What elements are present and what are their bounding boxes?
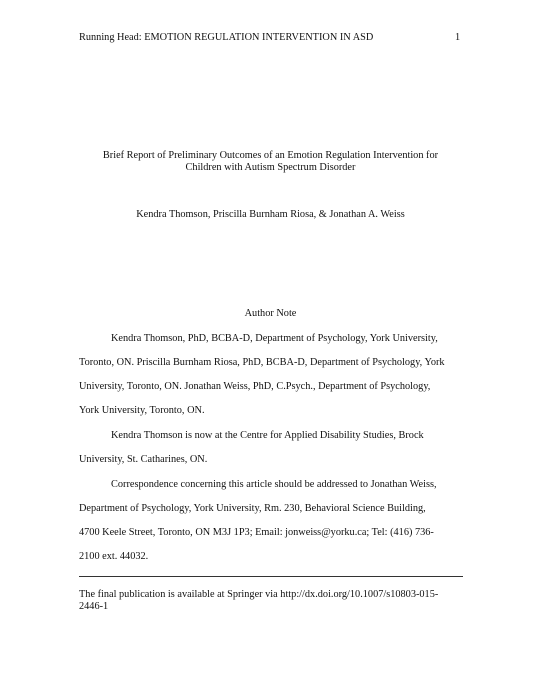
footnote-line-1: The final publication is available at Springer via http://dx.doi.org/10.1007/s10803-015- xyxy=(79,589,439,600)
title-line-2: Children with Autism Spectrum Disorder xyxy=(185,162,356,173)
author-note-line: Correspondence concerning this article should be addressed to Jonathan Weiss, xyxy=(111,479,437,490)
footnote-divider xyxy=(79,576,463,577)
footnote xyxy=(79,589,463,613)
page-number: 1 xyxy=(455,32,461,43)
author-note-line: Kendra Thomson is now at the Centre for Applied Disability Studies, Brock xyxy=(111,430,424,441)
author-note-line: Department of Psychology, York University, Rm. 230, Behavioral Science Building, xyxy=(79,503,426,514)
author-note-line: University, Toronto, ON. Jonathan Weiss, PhD, C.Psych., Department of Psychology, xyxy=(79,381,431,392)
paper-title xyxy=(80,150,461,174)
author-note-line: University, St. Catharines, ON. xyxy=(79,454,208,465)
running-head: Running Head: EMOTION REGULATION INTERVENTION IN ASD xyxy=(79,32,374,43)
author-note-line: 2100 ext. 44032. xyxy=(79,551,149,562)
author-list: Kendra Thomson, Priscilla Burnham Riosa, & Jonathan A. Weiss xyxy=(136,209,405,220)
author-note-line: Kendra Thomson, PhD, BCBA-D, Department of Psychology, York University, xyxy=(111,333,438,344)
author-note-line: Toronto, ON. Priscilla Burnham Riosa, PhD, BCBA-D, Department of Psychology, York xyxy=(79,357,445,368)
title-line-1: Brief Report of Preliminary Outcomes of an Emotion Regulation Intervention for xyxy=(102,150,439,161)
author-note-line: York University, Toronto, ON. xyxy=(79,405,205,416)
author-note-heading: Author Note xyxy=(244,308,297,319)
author-note-line: 4700 Keele Street, Toronto, ON M3J 1P3; Email: jonweiss@yorku.ca; Tel: (416) 736- xyxy=(79,527,434,538)
footnote-line-2: 2446-1 xyxy=(79,601,109,612)
